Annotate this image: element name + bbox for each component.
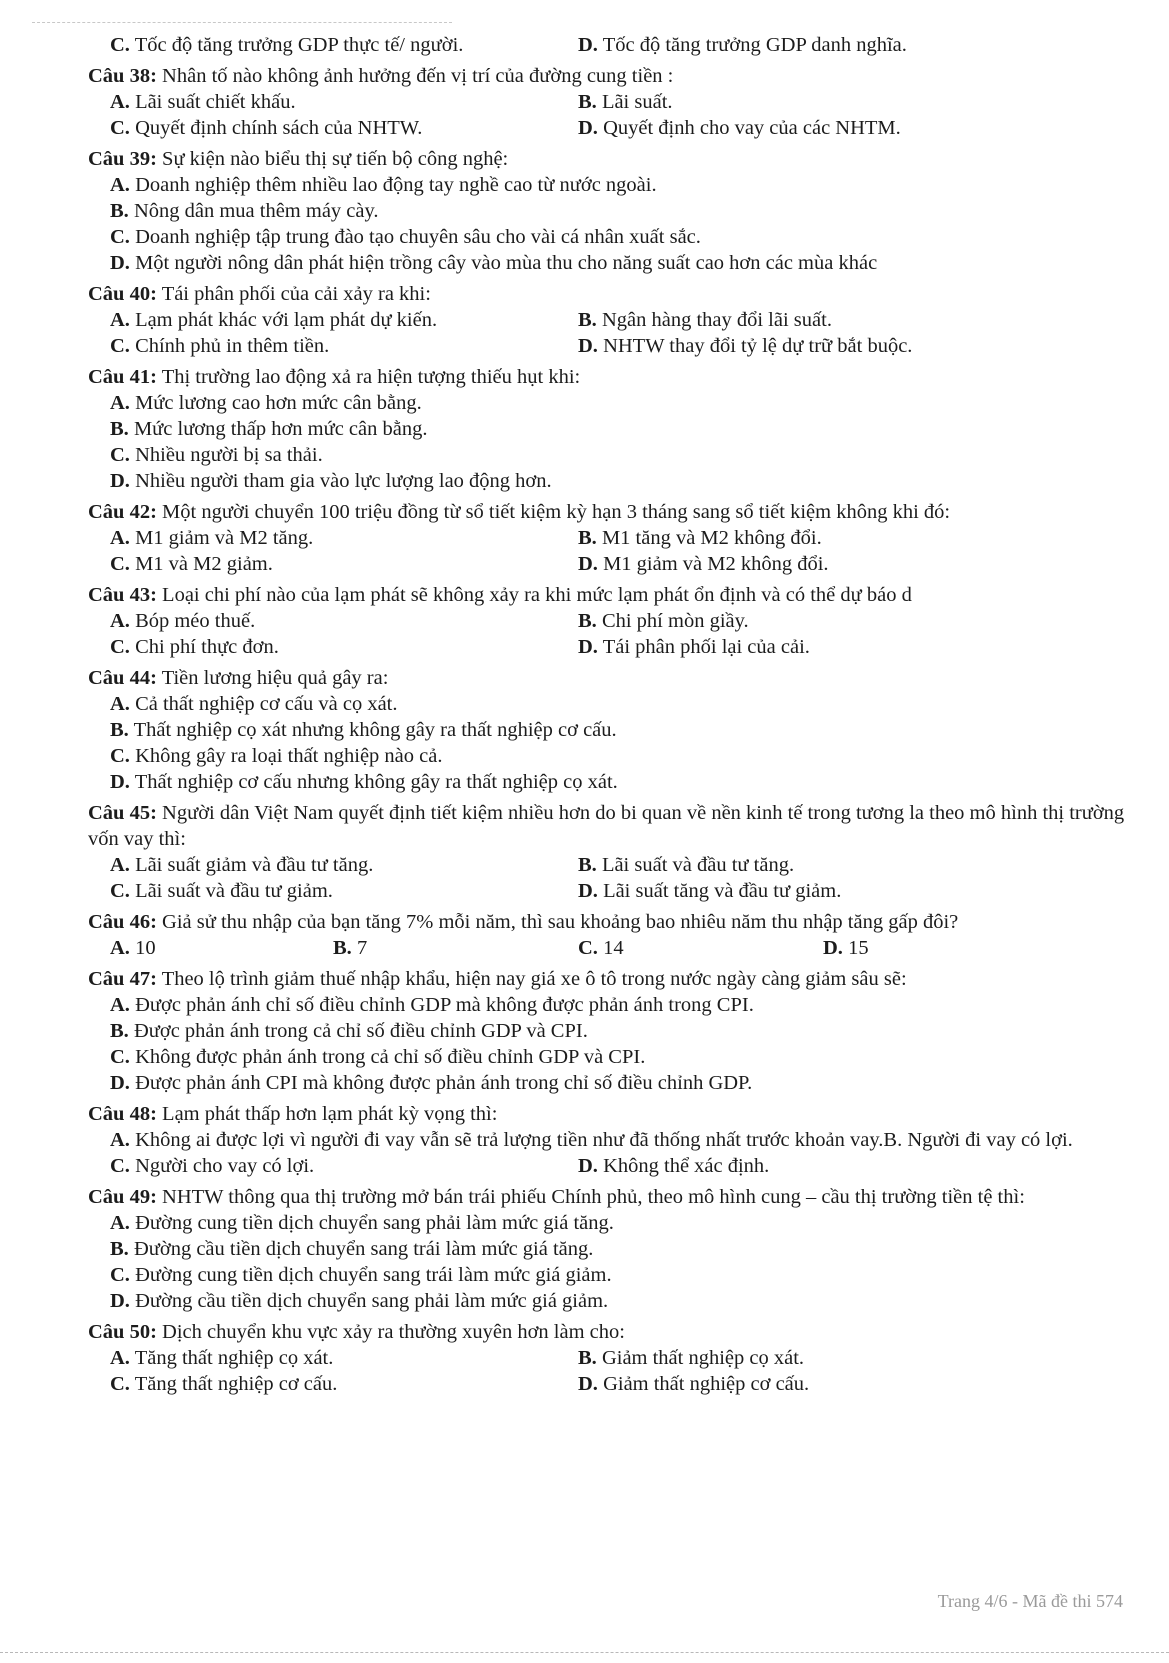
- option-a: A. M1 giảm và M2 tăng.: [110, 527, 314, 549]
- question-39: Câu 39: Sự kiện nào biểu thị sự tiến bộ công nghệ: A. Doanh nghiệp thêm nhiều lao động tay nghề cao từ nước ngoài. B. Nông dân mua thêm máy cày. C. Doanh nghiệp tập trung đào tạo chuyên sâu cho vài cá nhân xuất sắc. D. Một người nông dân phát hiện trồng cây vào mùa thu cho năng suất cao hơn các mùa khác: [88, 146, 1128, 276]
- option-b: B. Được phản ánh trong cả chỉ số điều chỉnh GDP và CPI.: [110, 1020, 588, 1042]
- option-b: B. Đường cầu tiền dịch chuyển sang trái làm mức giá tăng.: [110, 1238, 594, 1260]
- option-d: D. Thất nghiệp cơ cấu nhưng không gây ra thất nghiệp cọ xát.: [110, 771, 618, 793]
- question-38: Câu 38: Nhân tố nào không ảnh hưởng đến vị trí của đường cung tiền : A. Lãi suất chiết khấu. B. Lãi suất. C. Quyết định chính sách của NHTW. D. Quyết định cho vay của các NHTM.: [88, 63, 1128, 141]
- option-d: D. Tốc độ tăng trưởng GDP danh nghĩa.: [578, 34, 907, 56]
- option-d: D. Được phản ánh CPI mà không được phản ánh trong chỉ số điều chỉnh GDP.: [110, 1072, 753, 1094]
- question-42: Câu 42: Một người chuyển 100 triệu đồng từ sổ tiết kiệm kỳ hạn 3 tháng sang sổ tiết kiệm không khi đó: A. M1 giảm và M2 tăng. B. M1 tăng và M2 không đổi. C. M1 và M2 giảm. D. M1 giảm và M2 không đổi.: [88, 499, 1128, 577]
- option-d: D. Một người nông dân phát hiện trồng cây vào mùa thu cho năng suất cao hơn các mùa khác: [110, 252, 878, 274]
- question-44: Câu 44: Tiền lương hiệu quả gây ra: A. Cả thất nghiệp cơ cấu và cọ xát. B. Thất nghiệp cọ xát nhưng không gây ra thất nghiệp cơ cấu. C. Không gây ra loại thất nghiệp nào cả. D. Thất nghiệp cơ cấu nhưng không gây ra thất nghiệp cọ xát.: [88, 665, 1128, 795]
- option-d: D. Nhiều người tham gia vào lực lượng lao động hơn.: [110, 470, 552, 492]
- option-b: B. Nông dân mua thêm máy cày.: [110, 200, 379, 222]
- option-d: D. 15: [823, 937, 869, 959]
- question-37-tail: [88, 32, 1128, 58]
- option-c: C. Tốc độ tăng trưởng GDP thực tế/ người.: [110, 34, 464, 56]
- option-c: C. Người cho vay có lợi.: [110, 1155, 315, 1177]
- option-c: C. Không gây ra loại thất nghiệp nào cả.: [110, 745, 443, 767]
- option-a: A. Tăng thất nghiệp cọ xát.: [110, 1347, 334, 1369]
- option-a: A. Bóp méo thuế.: [110, 610, 256, 632]
- option-c: C. Chính phủ in thêm tiền.: [110, 335, 330, 357]
- question-40: Câu 40: Tái phân phối của cải xảy ra khi: A. Lạm phát khác với lạm phát dự kiến. B. Ngân hàng thay đổi lãi suất. C. Chính phủ in thêm tiền. D. NHTW thay đổi tỷ lệ dự trữ bắt buộc.: [88, 281, 1128, 359]
- option-c: C. Lãi suất và đầu tư giảm.: [110, 880, 333, 902]
- page-footer: Trang 4/6 - Mã đề thi 574: [937, 1591, 1123, 1611]
- option-c: C. 14: [578, 937, 624, 959]
- option-a: A. Không ai được lợi vì người đi vay vẫn sẽ trả lượng tiền như đã thống nhất trước khoản vay.B. Người đi vay có lợi.: [110, 1129, 1073, 1151]
- option-d: D. Tái phân phối lại của cải.: [578, 636, 810, 658]
- option-b: B. Ngân hàng thay đổi lãi suất.: [578, 309, 832, 331]
- question-43: Câu 43: Loại chi phí nào của lạm phát sẽ không xảy ra khi mức lạm phát ổn định và có thể dự báo d A. Bóp méo thuế. B. Chi phí mòn giầy. C. Chi phí thực đơn. D. Tái phân phối lại của cải.: [88, 582, 1128, 660]
- option-a: A. Cả thất nghiệp cơ cấu và cọ xát.: [110, 693, 398, 715]
- option-a: A. Lạm phát khác với lạm phát dự kiến.: [110, 309, 438, 331]
- option-d: D. NHTW thay đổi tỷ lệ dự trữ bắt buộc.: [578, 335, 913, 357]
- option-a: A. Đường cung tiền dịch chuyển sang phải làm mức giá tăng.: [110, 1212, 614, 1234]
- exam-page: [88, 32, 1128, 1402]
- option-b: B. Mức lương thấp hơn mức cân bằng.: [110, 418, 428, 440]
- option-c: C. Doanh nghiệp tập trung đào tạo chuyên sâu cho vài cá nhân xuất sắc.: [110, 226, 701, 248]
- option-a: A. 10: [110, 937, 156, 959]
- option-a: A. Lãi suất giảm và đầu tư tăng.: [110, 854, 374, 876]
- question-46: Câu 46: Giả sử thu nhập của bạn tăng 7% mỗi năm, thì sau khoảng bao nhiêu năm thu nhập tăng gấp đôi? A. 10 B. 7 C. 14 D. 15: [88, 909, 1128, 961]
- option-c: C. Tăng thất nghiệp cơ cấu.: [110, 1373, 338, 1395]
- option-d: D. Lãi suất tăng và đầu tư giảm.: [578, 880, 842, 902]
- option-b: B. Chi phí mòn giầy.: [578, 610, 749, 632]
- option-b: B. M1 tăng và M2 không đổi.: [578, 527, 822, 549]
- question-45: Câu 45: Người dân Việt Nam quyết định tiết kiệm nhiều hơn do bi quan về nền kinh tế trong tương la theo mô hình thị trường vốn vay thì: A. Lãi suất giảm và đầu tư tăng. B. Lãi suất và đầu tư tăng. C. Lãi suất và đầu tư giảm. D. Lãi suất tăng và đầu tư giảm.: [88, 802, 1125, 902]
- option-d: D. Quyết định cho vay của các NHTM.: [578, 117, 901, 139]
- option-c: C. M1 và M2 giảm.: [110, 553, 273, 575]
- question-47: Câu 47: Theo lộ trình giảm thuế nhập khẩu, hiện nay giá xe ô tô trong nước ngày càng giảm sâu sẽ: A. Được phản ánh chỉ số điều chỉnh GDP mà không được phản ánh trong CPI. B. Được phản ánh trong cả chỉ số điều chỉnh GDP và CPI. C. Không được phản ánh trong cả chỉ số điều chỉnh GDP và CPI. D. Được phản ánh CPI mà không được phản ánh trong chỉ số điều chỉnh GDP.: [88, 966, 1128, 1096]
- bottom-scan-edge: [0, 1652, 1169, 1653]
- option-a: A. Mức lương cao hơn mức cân bằng.: [110, 392, 422, 414]
- question-49: Câu 49: NHTW thông qua thị trường mở bán trái phiếu Chính phủ, theo mô hình cung – cầu thị trường tiền tệ thì: A. Đường cung tiền dịch chuyển sang phải làm mức giá tăng. B. Đường cầu tiền dịch chuyển sang trái làm mức giá tăng. C. Đường cung tiền dịch chuyển sang trái làm mức giá giảm. D. Đường cầu tiền dịch chuyển sang phải làm mức giá giảm.: [88, 1184, 1128, 1314]
- option-a: A. Doanh nghiệp thêm nhiều lao động tay nghề cao từ nước ngoài.: [110, 174, 657, 196]
- option-d: D. Không thể xác định.: [578, 1155, 770, 1177]
- option-b: B. Thất nghiệp cọ xát nhưng không gây ra thất nghiệp cơ cấu.: [110, 719, 617, 741]
- question-48: Câu 48: Lạm phát thấp hơn lạm phát kỳ vọng thì: A. Không ai được lợi vì người đi vay vẫn sẽ trả lượng tiền như đã thống nhất trước khoản vay.B. Người đi vay có lợi. C. Người cho vay có lợi. D. Không thể xác định.: [88, 1101, 1128, 1179]
- option-b: B. Lãi suất và đầu tư tăng.: [578, 854, 795, 876]
- question-50: Câu 50: Dịch chuyển khu vực xảy ra thường xuyên hơn làm cho: A. Tăng thất nghiệp cọ xát. B. Giảm thất nghiệp cọ xát. C. Tăng thất nghiệp cơ cấu. D. Giảm thất nghiệp cơ cấu.: [88, 1319, 1128, 1397]
- option-a: A. Lãi suất chiết khấu.: [110, 91, 296, 113]
- option-b: B. Lãi suất.: [578, 91, 673, 113]
- option-c: C. Đường cung tiền dịch chuyển sang trái làm mức giá giảm.: [110, 1264, 612, 1286]
- option-c: C. Quyết định chính sách của NHTW.: [110, 117, 423, 139]
- option-c: C. Nhiều người bị sa thải.: [110, 444, 323, 466]
- option-b: B. 7: [333, 937, 368, 959]
- top-scan-edge: [32, 22, 452, 23]
- option-d: D. Đường cầu tiền dịch chuyển sang phải làm mức giá giảm.: [110, 1290, 609, 1312]
- option-c: C. Chi phí thực đơn.: [110, 636, 279, 658]
- option-b: B. Giảm thất nghiệp cọ xát.: [578, 1347, 805, 1369]
- option-d: D. Giảm thất nghiệp cơ cấu.: [578, 1373, 810, 1395]
- question-41: Câu 41: Thị trường lao động xả ra hiện tượng thiếu hụt khi: A. Mức lương cao hơn mức cân bằng. B. Mức lương thấp hơn mức cân bằng. C. Nhiều người bị sa thải. D. Nhiều người tham gia vào lực lượng lao động hơn.: [88, 364, 1128, 494]
- option-a: A. Được phản ánh chỉ số điều chỉnh GDP mà không được phản ánh trong CPI.: [110, 994, 754, 1016]
- option-c: C. Không được phản ánh trong cả chỉ số điều chỉnh GDP và CPI.: [110, 1046, 646, 1068]
- option-d: D. M1 giảm và M2 không đổi.: [578, 553, 829, 575]
